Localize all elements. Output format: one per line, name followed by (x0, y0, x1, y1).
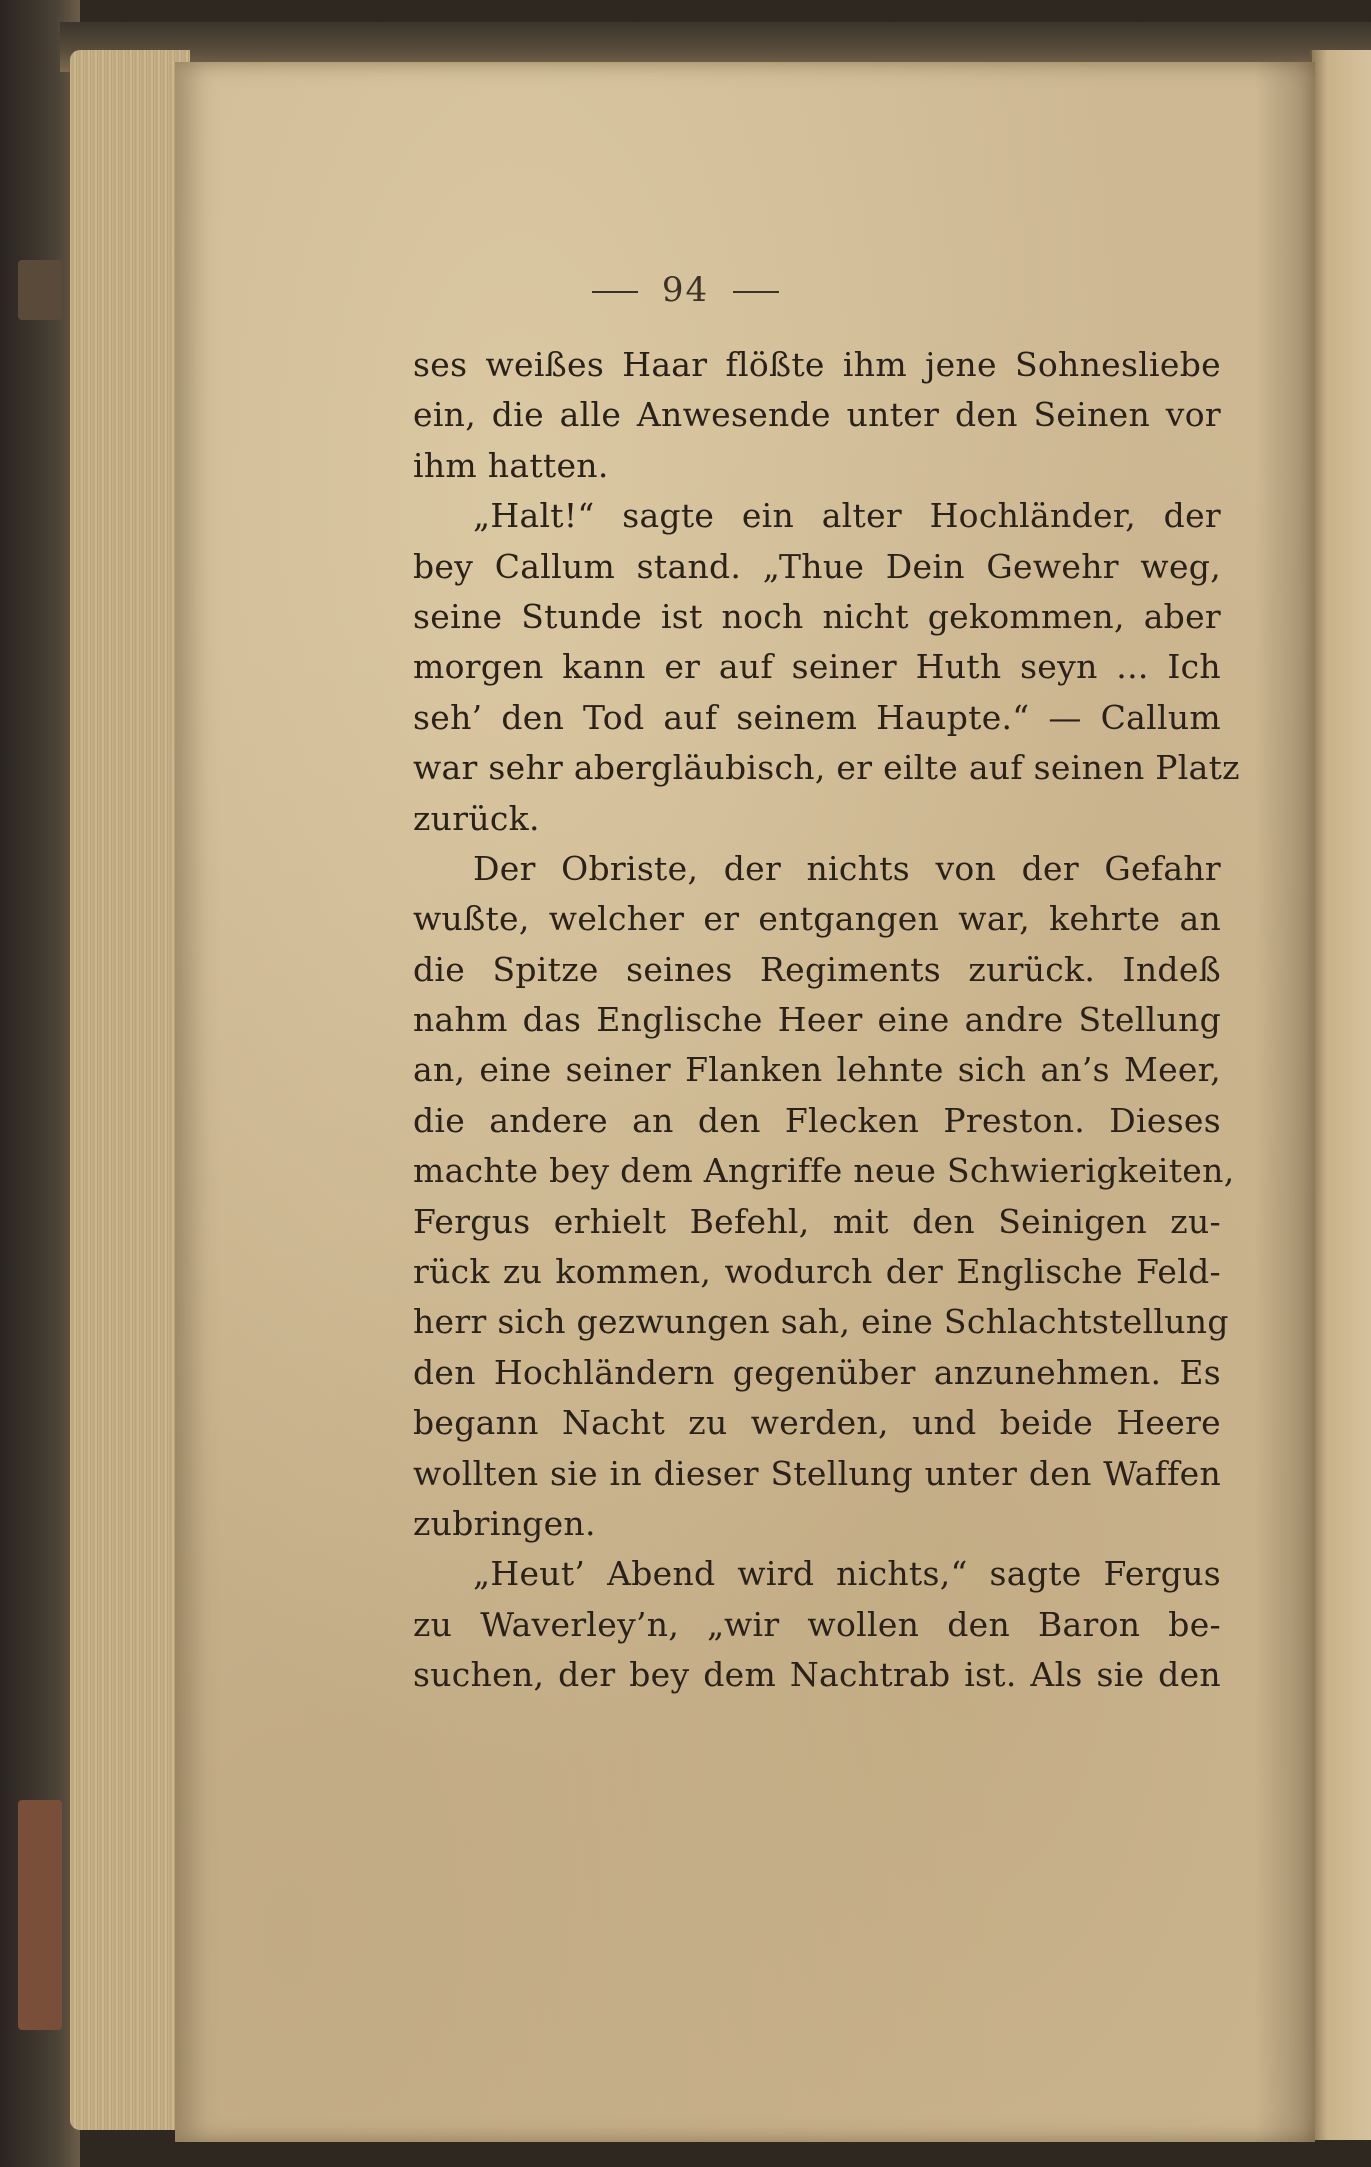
book-cover-edge (0, 0, 80, 2167)
page-number-value: 94 (661, 270, 710, 310)
text-line: „Heut’ Abend wird nichts,“ sagte Fergus (473, 1554, 1221, 1594)
text-line: Der Obriste, der nichts von der Gefahr (473, 848, 1221, 888)
text-line: rück zu kommen, wodurch der Englische Feld- (413, 1252, 1221, 1292)
page-number-dash-left (592, 291, 638, 293)
text-line: ihm hatten. (413, 445, 609, 485)
text-line: morgen kann er auf seiner Huth seyn ... Ich (413, 647, 1221, 687)
text-line: begann Nacht zu werden, und beide Heere (413, 1403, 1221, 1443)
text-line: suchen, der bey dem Nachtrab ist. Als sie den (413, 1655, 1221, 1695)
page-number-dash-right (733, 291, 779, 293)
body-text (413, 340, 1240, 1701)
text-line: nahm das Englische Heer eine andre Stellung (413, 1000, 1221, 1040)
gutter-shadow (1255, 62, 1315, 2142)
text-line: „Halt!“ sagte ein alter Hochländer, der (473, 496, 1221, 536)
text-line: seine Stunde ist noch nicht gekommen, aber (413, 596, 1221, 636)
cover-band (18, 1800, 62, 2030)
text-line: zubringen. (413, 1503, 596, 1543)
text-line: war sehr abergläubisch, er eilte auf seinen Platz (413, 748, 1240, 788)
text-line: seh’ den Tod auf seinem Haupte.“ — Callum (413, 697, 1221, 737)
page-stack-edges (70, 50, 190, 2130)
text-line: ses weißes Haar flößte ihm jene Sohnesliebe (413, 345, 1221, 384)
text-line: wußte, welcher er entgangen war, kehrte an (413, 899, 1221, 939)
text-line: ein, die alle Anwesende unter den Seinen vor (413, 395, 1221, 435)
text-line: zurück. (413, 798, 540, 838)
text-line: die andere an den Flecken Preston. Dieses (413, 1100, 1221, 1140)
text-line: an, eine seiner Flanken lehnte sich an’s Meer, (413, 1050, 1221, 1090)
text-line: Fergus erhielt Befehl, mit den Seinigen zu- (413, 1201, 1221, 1241)
text-line: wollten sie in dieser Stellung unter den Waffen (413, 1453, 1221, 1493)
text-line: bey Callum stand. „Thue Dein Gewehr weg, (413, 546, 1221, 586)
text-line: den Hochländern gegenüber anzunehmen. Es (413, 1352, 1221, 1392)
page-number (0, 270, 1371, 310)
text-line: die Spitze seines Regiments zurück. Indeß (413, 949, 1221, 989)
text-line: herr sich gezwungen sah, eine Schlachtstellung (413, 1302, 1229, 1342)
facing-page-edge (1310, 50, 1371, 2140)
text-line: zu Waverley’n, „wir wollen den Baron be- (413, 1604, 1221, 1644)
text-line: machte bey dem Angriffe neue Schwierigkeiten, (413, 1151, 1235, 1191)
